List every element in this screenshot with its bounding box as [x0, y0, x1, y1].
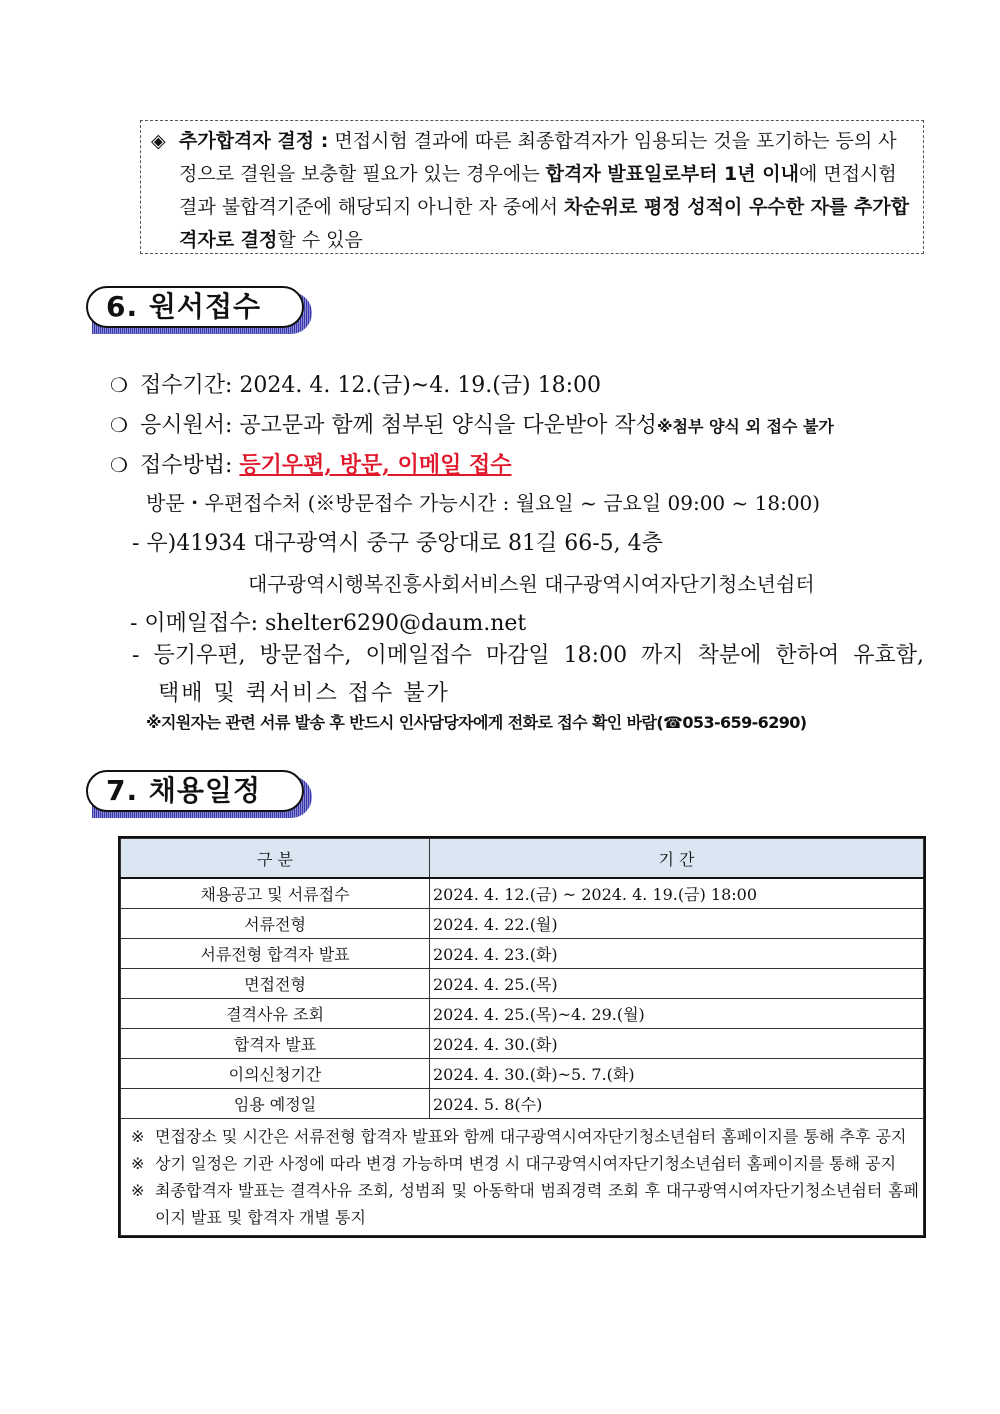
row-period: 2024. 4. 25.(목) [430, 969, 924, 999]
period-line [110, 368, 601, 399]
row-item: 서류전형 [121, 909, 430, 939]
row-item: 임용 예정일 [121, 1089, 430, 1119]
row-item: 채용공고 및 서류접수 [121, 878, 430, 909]
note-mark: ※ [131, 1127, 145, 1146]
note-text: 상기 일정은 기관 사정에 따라 변경 가능하며 변경 시 대구광역시여자단기청소년쉼터 홈페이지를 통해 공지 [155, 1154, 897, 1173]
notice-bold-1: 합격자 발표일로부터 1년 이내 [545, 163, 799, 185]
diamond-icon: ◈ [151, 130, 166, 152]
note-text: 최종합격자 발표는 결격사유 조회, 성범죄 및 아동학대 범죄경력 조회 후 대구광역시여자단기청소년쉼터 홈페이지 발표 및 합격자 개별 통지 [155, 1181, 919, 1227]
notice-lead: 추가합격자 결정 : [179, 130, 329, 152]
form-label: 응시원서: [140, 413, 233, 438]
table-row [121, 999, 924, 1029]
notice-text-1: 면접시험 결과에 따른 최종합격자가 임용되는 것을 포기하는 등의 사정으로 결원을 보충할 필요가 있는 경우에는 [179, 130, 897, 185]
note-item [125, 1177, 919, 1231]
method-label: 접수방법: [140, 453, 233, 478]
table-header-row [121, 839, 924, 879]
period-label: 접수기간: [140, 373, 233, 398]
row-period: 2024. 4. 22.(월) [430, 909, 924, 939]
table-row [121, 1059, 924, 1089]
email-line [130, 606, 526, 637]
row-period: 2024. 4. 12.(금) ~ 2024. 4. 19.(금) 18:00 [430, 878, 924, 909]
notice-text-3: 할 수 있음 [277, 229, 363, 251]
method-line [110, 448, 512, 479]
row-period: 2024. 5. 8(수) [430, 1089, 924, 1119]
section-7-title: 7. 채용일정 [86, 770, 304, 812]
visit-info: 방문・우편접수처 (※방문접수 가능시간 : 월요일 ~ 금요일 09:00 ~ 18:00) [146, 491, 821, 515]
row-period: 2024. 4. 23.(화) [430, 939, 924, 969]
form-line [110, 408, 834, 439]
table-row [121, 1089, 924, 1119]
note-mark: ※ [131, 1181, 145, 1200]
table-row [121, 939, 924, 969]
schedule-notes [121, 1119, 924, 1236]
notice-text-2: 에 면접시험 결과 불합격기준에 해당되지 아니한 자 중에서 [179, 163, 897, 218]
section-6-title: 6. 원서접수 [86, 286, 304, 328]
note-item [125, 1150, 919, 1177]
note-item [125, 1123, 919, 1150]
note-mark: ※ [131, 1154, 145, 1173]
period-value: 2024. 4. 12.(금)~4. 19.(금) 18:00 [239, 373, 602, 398]
form-note: ※첨부 양식 외 접수 불가 [656, 417, 834, 436]
circle-bullet-icon: ❍ [110, 413, 128, 437]
table-row [121, 909, 924, 939]
additional-pass-notice [140, 120, 924, 254]
method-value: 등기우편, 방문, 이메일 접수 [239, 452, 512, 478]
note-text: 면접장소 및 시간은 서류전형 합격자 발표와 함께 대구광역시여자단기청소년쉼터 홈페이지를 통해 추후 공지 [155, 1127, 907, 1146]
schedule-table [118, 836, 926, 1238]
table-row [121, 878, 924, 909]
deadline-line-2: 택배 및 퀵서비스 접수 불가 [158, 681, 450, 706]
circle-bullet-icon: ❍ [110, 453, 128, 477]
notes-row [121, 1119, 924, 1236]
organization: 대구광역시행복진흥사회서비스원 대구광역시여자단기청소년쉼터 [248, 572, 815, 596]
email-address: shelter6290@daum.net [265, 611, 527, 636]
deadline-line-1: - 등기우편, 방문접수, 이메일접수 마감일 18:00 까지 착분에 한하여 유효함, [132, 643, 924, 668]
form-value: 공고문과 함께 첨부된 양식을 다운받아 작성 [239, 413, 657, 438]
address: - 우)41934 대구광역시 중구 중앙대로 81길 66-5, 4층 [132, 531, 663, 556]
row-item: 서류전형 합격자 발표 [121, 939, 430, 969]
row-period: 2024. 4. 30.(화)~5. 7.(화) [430, 1059, 924, 1089]
confirm-note: ※지원자는 관련 서류 발송 후 반드시 인사담당자에게 전화로 접수 확인 바람(☎053-659-6290) [146, 713, 807, 732]
notice-bold-2: 차순위로 평정 성적이 우수한 자를 추가합격자로 결정 [179, 196, 910, 251]
circle-bullet-icon: ❍ [110, 373, 128, 397]
table-row [121, 969, 924, 999]
row-item: 결격사유 조회 [121, 999, 430, 1029]
row-item: 이의신청기간 [121, 1059, 430, 1089]
row-item: 면접전형 [121, 969, 430, 999]
table-row [121, 1029, 924, 1059]
row-period: 2024. 4. 30.(화) [430, 1029, 924, 1059]
row-item: 합격자 발표 [121, 1029, 430, 1059]
header-period: 기 간 [430, 839, 924, 879]
row-period: 2024. 4. 25.(목)~4. 29.(월) [430, 999, 924, 1029]
email-label: - 이메일접수: [130, 611, 259, 636]
header-category: 구 분 [121, 839, 430, 879]
